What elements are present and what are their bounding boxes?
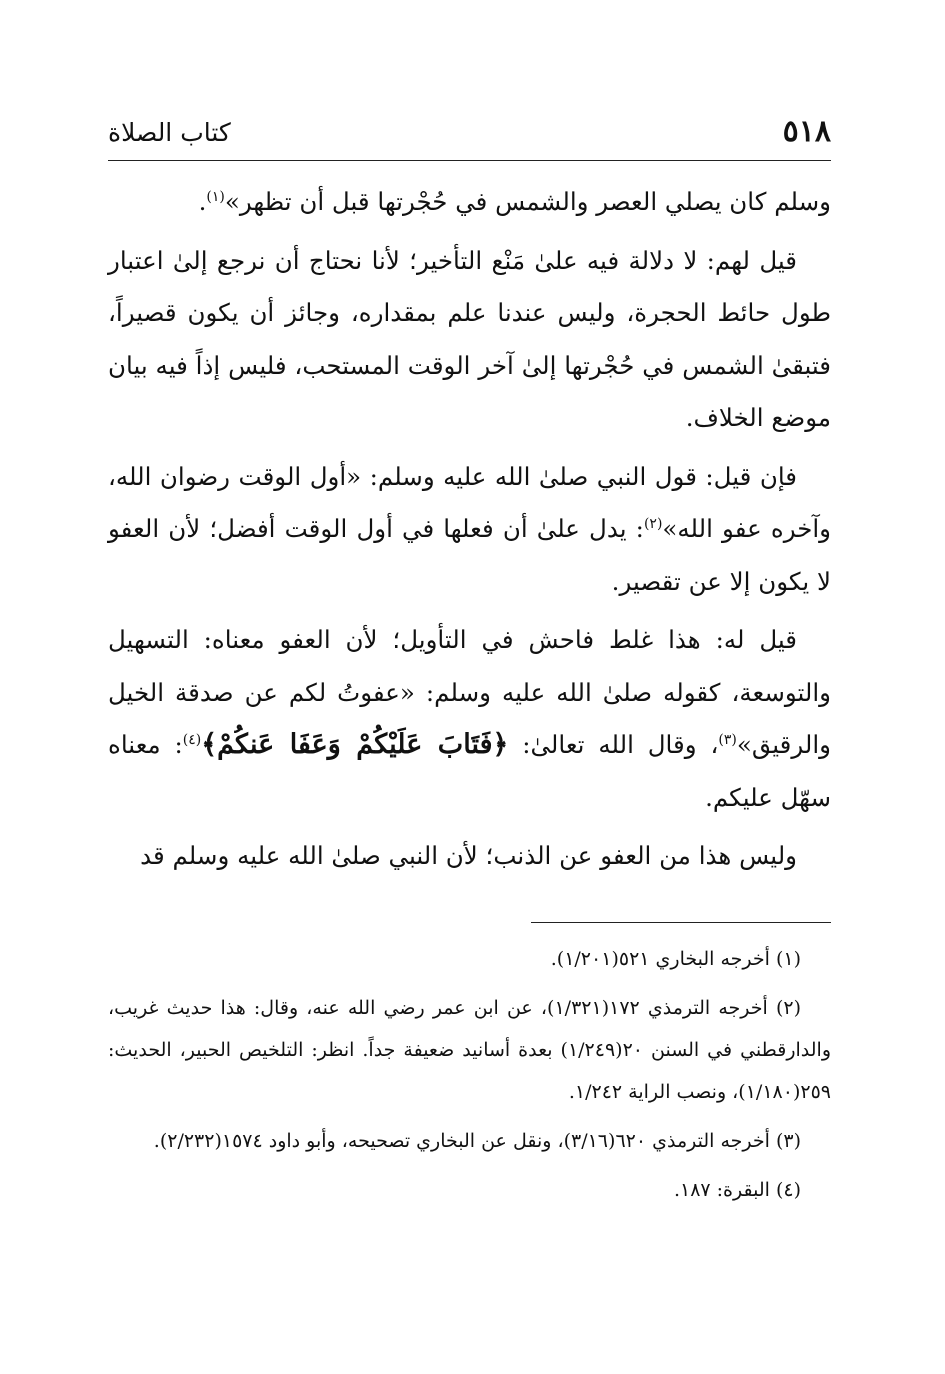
paragraph-1 <box>108 176 831 229</box>
paragraph-5-text: وليس هذا من العفو عن الذنب؛ لأن النبي صلىٰ الله عليه وسلم قد <box>140 841 797 870</box>
page-header <box>108 112 831 161</box>
paragraph-3-text-end: : يدل علىٰ أن فعلها في أول الوقت أفضل؛ لأن العفو لا يكون إلا عن تقصير. <box>108 514 831 596</box>
footnote-ref-1[interactable]: (١) <box>206 188 225 205</box>
running-title: كتاب الصلاة <box>108 118 231 147</box>
footnote-3: (٣) أخرجه الترمذي ٦٢٠(٣/١٦)، ونقل عن البخاري تصحيحه، وأبو داود ١٥٧٤(٢/٢٣٢). <box>153 1130 801 1152</box>
quran-verse: ﴿فَتَابَ عَلَيْكُمْ وَعَفَا عَنكُمْ﴾ <box>201 729 509 760</box>
footnote-divider <box>531 922 831 923</box>
paragraph-3 <box>108 451 831 609</box>
footnote-2: (٢) أخرجه الترمذي ١٧٢(١/٣٢١)، عن ابن عمر رضي الله عنه، وقال: هذا حديث غريب، والدارقطني في السنن ٢٠(١/٢٤٩) بعدة أسانيد ضعيفة جداً. انظر: التلخيص الحبير، الحديث: ٢٥٩(١/١٨٠)، ونصب الراية ١/٢٤٢. <box>108 997 831 1103</box>
paragraph-4-text-middle: ، وقال الله تعالىٰ: <box>508 730 719 759</box>
main-text <box>108 176 831 883</box>
paragraph-2 <box>108 235 831 445</box>
paragraph-5 <box>108 830 831 883</box>
paragraph-1-text: وسلم كان يصلي العصر والشمس في حُجْرتها قبل أن تظهر» <box>224 187 831 216</box>
paragraph-4 <box>108 614 831 824</box>
footnotes <box>108 938 831 1218</box>
paragraph-3-text-start: فإن قيل: قول النبي صلىٰ الله عليه وسلم: «أول الوقت رضوان الله، وآخره عفو الله» <box>108 461 831 543</box>
page-number: ٥١٨ <box>782 114 831 149</box>
paragraph-4-text-end: : معناه سهّل عليكم. <box>108 730 831 812</box>
footnote-ref-2[interactable]: (٢) <box>643 515 663 532</box>
footnote-4: (٤) البقرة: ١٨٧. <box>673 1179 801 1201</box>
paragraph-4-text-start: قيل له: هذا غلط فاحش في التأويل؛ لأن العفو معناه: التسهيل والتوسعة، كقوله صلىٰ الله عليه وسلم: «عفوتُ لكم عن صدقة الخيل والرقيق» <box>108 625 831 759</box>
paragraph-2-text: قيل لهم: لا دلالة فيه علىٰ مَنْع التأخير؛ لأنا نحتاج أن نرجع إلىٰ اعتبار طول حائط الحجرة، وليس عندنا علم بمقداره، وجائز أن يكون قصيراً، فتبقىٰ الشمس في حُجْرتها إلىٰ آخر الوقت المستحب، فليس إذاً فيه بيان موضع الخلاف. <box>108 245 831 432</box>
footnote-1: (١) أخرجه البخاري ٥٢١(١/٢٠١). <box>550 948 801 970</box>
paragraph-1-end: . <box>198 187 207 216</box>
footnote-ref-3[interactable]: (٣) <box>718 731 737 748</box>
footnote-ref-4[interactable]: (٤) <box>182 731 202 748</box>
